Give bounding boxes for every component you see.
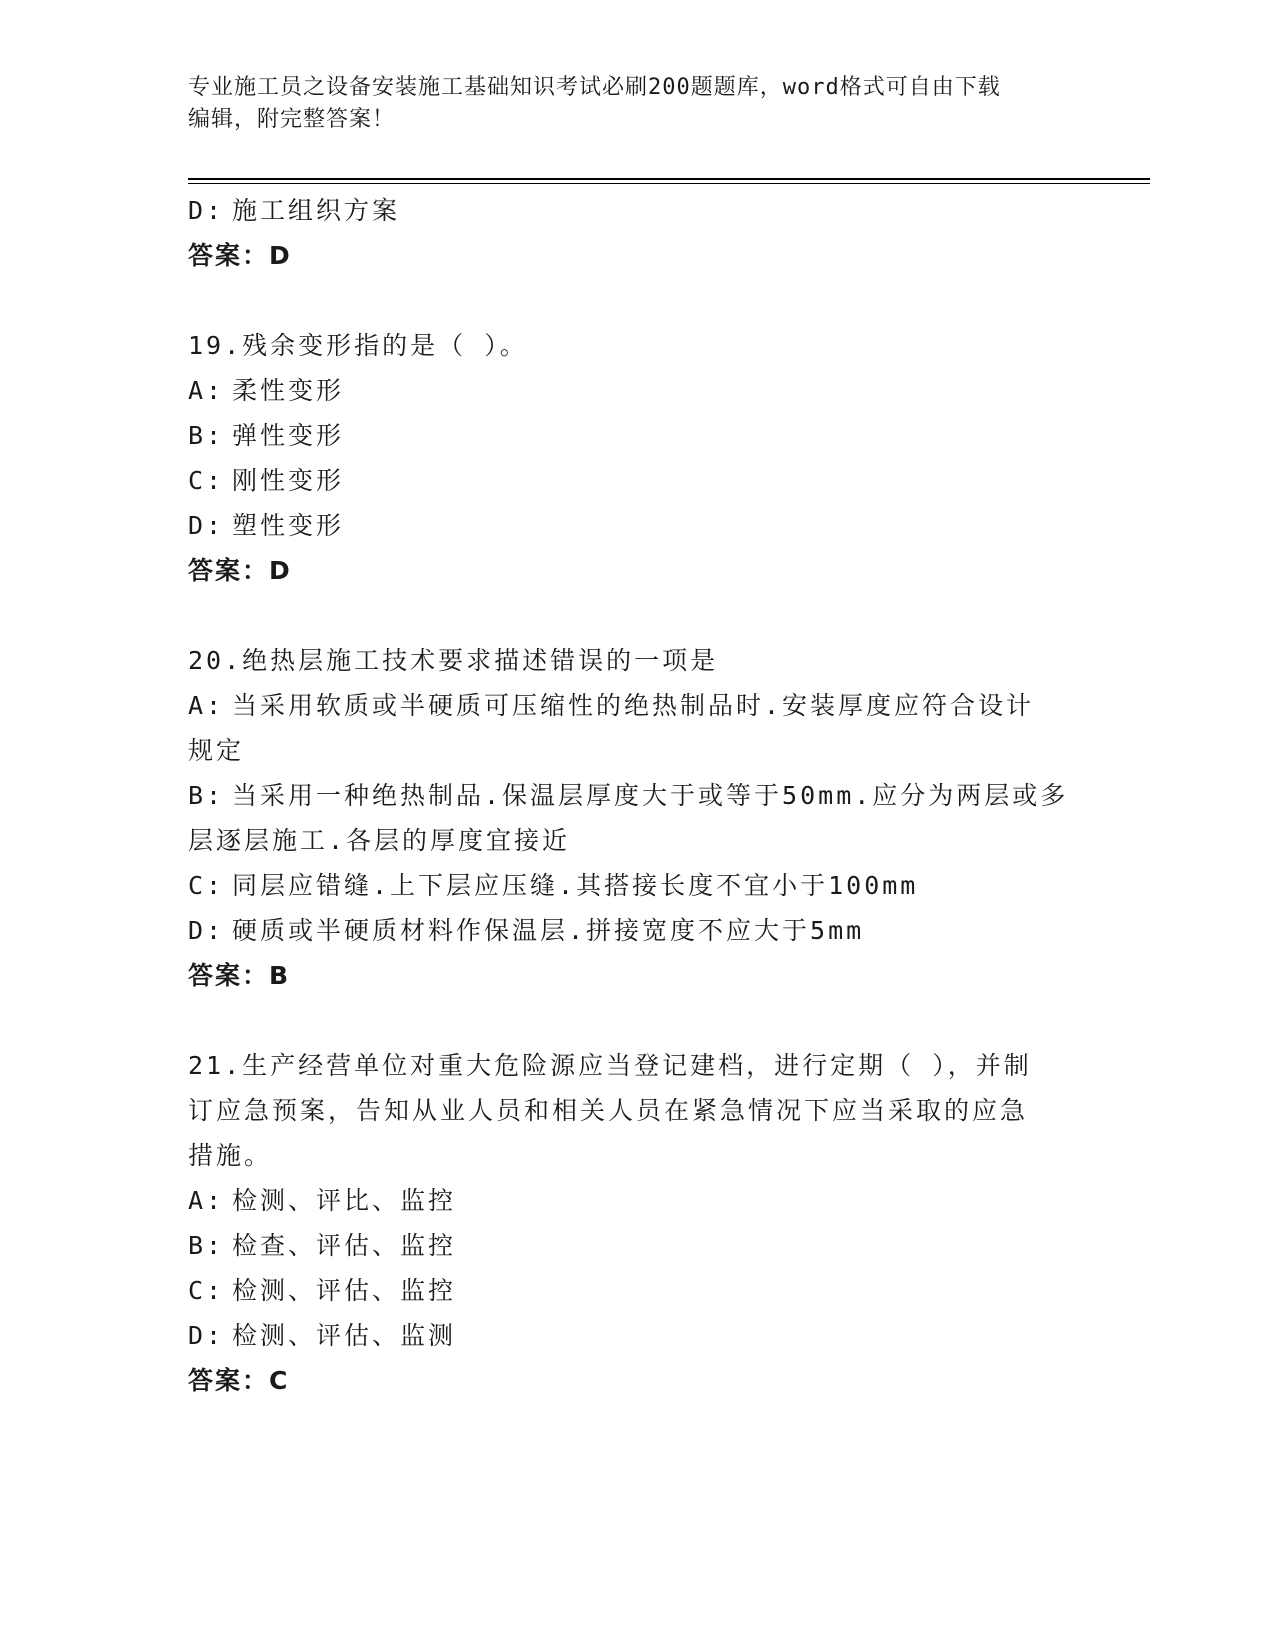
option-d	[188, 503, 1088, 548]
question-stem: 19.残余变形指的是（ ）。	[188, 331, 528, 360]
answer: 答案：C	[188, 1366, 290, 1395]
option-text: 检查、评估、监控	[232, 1231, 457, 1260]
spacer	[188, 278, 1088, 323]
option-text: 硬质或半硬质材料作保温层.拼接宽度不应大于5mm	[232, 916, 865, 945]
option-c	[188, 458, 1088, 503]
option-text: 检测、评比、监控	[232, 1186, 457, 1215]
spacer	[188, 593, 1088, 638]
option-a	[188, 1178, 1088, 1223]
option-label: C:	[188, 871, 225, 900]
option-a	[188, 368, 1088, 413]
option-text: 同层应错缝.上下层应压缝.其搭接长度不宜小于100mm	[232, 871, 919, 900]
option-b	[188, 773, 1088, 818]
option-d	[188, 1313, 1088, 1358]
question-19	[188, 323, 1088, 593]
header-line-2: 编辑，附完整答案！	[188, 107, 396, 132]
option-text: 弹性变形	[232, 421, 345, 450]
option-text: 施工组织方案	[232, 196, 401, 225]
header-divider-thin	[188, 183, 1150, 184]
option-label: B:	[188, 421, 225, 450]
question-20	[188, 638, 1088, 998]
option-text: 刚性变形	[232, 466, 345, 495]
answer: 答案：B	[188, 961, 291, 990]
option-label: D:	[188, 196, 225, 225]
carryover-option-d	[188, 188, 1088, 233]
carryover-answer: 答案：D	[188, 241, 292, 270]
option-label: C:	[188, 1276, 225, 1305]
option-text: 当采用一种绝热制品.保温层厚度大于或等于50mm.应分为两层或多	[232, 781, 1069, 810]
question-stem-line-2: 订应急预案，告知从业人员和相关人员在紧急情况下应当采取的应急	[188, 1096, 1029, 1125]
option-label: A:	[188, 376, 225, 405]
option-text: 塑性变形	[232, 511, 345, 540]
option-c	[188, 1268, 1088, 1313]
option-label: D:	[188, 511, 225, 540]
option-label: A:	[188, 691, 225, 720]
question-stem: 20.绝热层施工技术要求描述错误的一项是	[188, 646, 719, 675]
question-stem-line-3: 措施。	[188, 1141, 273, 1170]
question-stem-line-1: 21.生产经营单位对重大危险源应当登记建档，进行定期（ ），并制	[188, 1051, 1032, 1080]
option-label: D:	[188, 916, 225, 945]
answer: 答案：D	[188, 556, 292, 585]
header-divider-thick	[188, 178, 1150, 180]
document-header	[188, 72, 1068, 136]
option-text: 检测、评估、监控	[232, 1276, 457, 1305]
option-text: 检测、评估、监测	[232, 1321, 457, 1350]
option-b	[188, 413, 1088, 458]
option-label: A:	[188, 1186, 225, 1215]
option-a-continuation: 规定	[188, 736, 245, 765]
question-21	[188, 1043, 1088, 1403]
option-d	[188, 908, 1088, 953]
spacer	[188, 998, 1088, 1043]
option-a	[188, 683, 1088, 728]
option-label: B:	[188, 781, 225, 810]
header-line-1: 专业施工员之设备安装施工基础知识考试必刷200题题库，word格式可自由下载	[188, 75, 1001, 100]
question-content	[188, 188, 1088, 1403]
option-b	[188, 1223, 1088, 1268]
option-label: D:	[188, 1321, 225, 1350]
option-b-continuation: 层逐层施工.各层的厚度宜接近	[188, 826, 571, 855]
option-label: C:	[188, 466, 225, 495]
option-c	[188, 863, 1088, 908]
option-text: 柔性变形	[232, 376, 345, 405]
option-label: B:	[188, 1231, 225, 1260]
option-text: 当采用软质或半硬质可压缩性的绝热制品时.安装厚度应符合设计	[232, 691, 1035, 720]
